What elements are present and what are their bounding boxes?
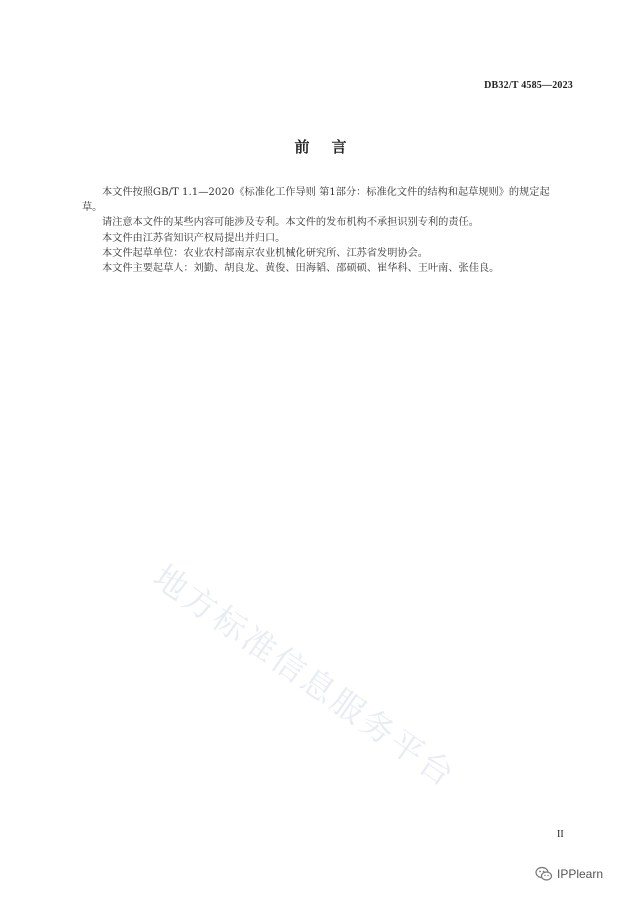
paragraph: 本文件由江苏省知识产权局提出并归口。 xyxy=(102,232,286,244)
paragraph: 本文件按照GB/T 1.1—2020《标准化工作导则 第1部分：标准化文件的结构和起草规则》的规定起草。 xyxy=(82,187,550,214)
page-number: II xyxy=(557,829,564,840)
foreword-body xyxy=(82,185,568,276)
ipplearn-logo xyxy=(535,866,603,882)
paragraph: 请注意本文件的某些内容可能涉及专利。本文件的发布机构不承担识别专利的责任。 xyxy=(102,217,479,229)
logo-text: IPPlearn xyxy=(557,867,604,881)
wechat-icon xyxy=(535,866,553,882)
paragraph: 本文件起草单位：农业农村部南京农业机械化研究所、江苏省发明协会。 xyxy=(102,247,428,259)
paragraph: 本文件主要起草人：刘勤、胡良龙、黄俊、田海韬、邵硕硕、崔华科、王叶南、张佳良。 xyxy=(102,263,500,275)
standard-code: DB32/T 4585—2023 xyxy=(484,80,573,91)
page-heading: 前言 xyxy=(294,138,369,156)
watermark: 地方标准信息服务平台 xyxy=(146,556,464,796)
